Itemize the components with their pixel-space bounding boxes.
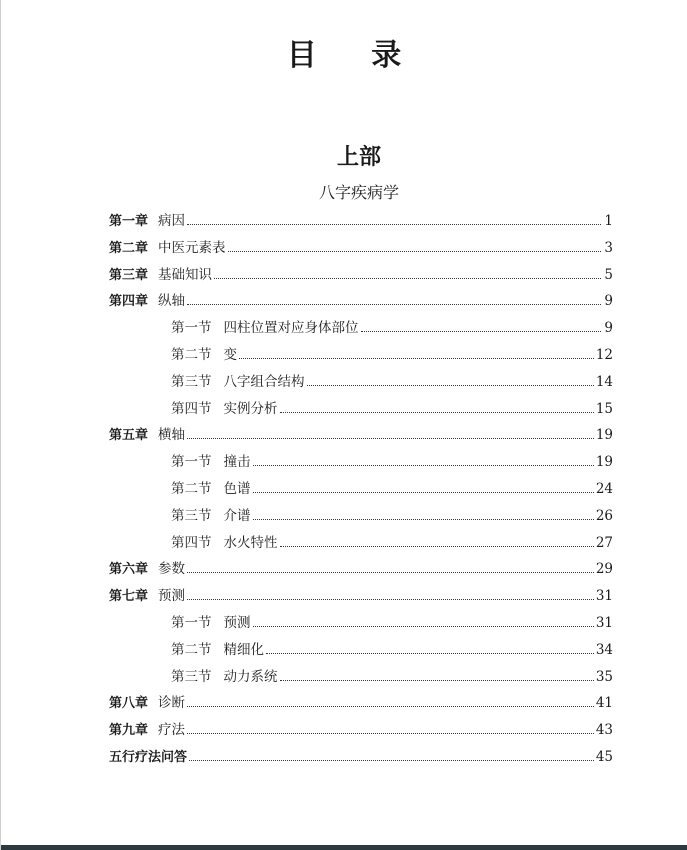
toc-section-number: 第三节 xyxy=(171,373,212,390)
toc-chapter-number: 第五章 xyxy=(109,428,149,444)
toc-page-number: 15 xyxy=(595,400,613,417)
toc-entry-title: 横轴 xyxy=(158,427,186,444)
toc-chapter-entry xyxy=(109,744,613,771)
toc-section-number: 第二节 xyxy=(171,480,212,497)
toc-page-number: 12 xyxy=(595,346,613,363)
toc-page-number: 14 xyxy=(595,373,613,390)
toc-entry-title: 诊断 xyxy=(158,695,186,712)
toc-section-entry xyxy=(109,369,613,396)
toc-section-entry xyxy=(109,503,613,530)
toc-page-number: 26 xyxy=(595,507,613,524)
toc-chapter-entry xyxy=(109,262,613,289)
toc-page-number: 9 xyxy=(604,320,613,337)
toc-chapter-number: 第三章 xyxy=(109,267,149,283)
toc-chapter-entry xyxy=(109,583,613,610)
toc-page-number: 27 xyxy=(595,534,613,551)
page-title: 目 录 xyxy=(286,38,424,73)
toc-dot-leader xyxy=(187,733,594,734)
toc-page-number: 1 xyxy=(604,213,613,229)
toc-entry-title: 参数 xyxy=(158,561,186,578)
toc-section-number: 第三节 xyxy=(171,668,212,685)
toc-section-entry xyxy=(109,396,613,423)
toc-section-number: 第四节 xyxy=(171,400,212,417)
toc-page-number: 5 xyxy=(604,266,613,283)
toc-section-entry xyxy=(109,637,613,664)
toc-entry-title: 五行疗法问答 xyxy=(109,749,188,765)
toc-entry-title: 精细化 xyxy=(223,641,264,658)
toc-entry-title: 预测 xyxy=(158,588,186,605)
toc-dot-leader xyxy=(307,385,594,386)
toc-dot-leader xyxy=(228,251,601,252)
toc-dot-leader xyxy=(187,706,594,707)
toc-chapter-number: 第六章 xyxy=(109,562,149,578)
toc-section-entry xyxy=(109,530,613,557)
toc-entry-title: 动力系统 xyxy=(223,668,278,685)
toc-dot-leader xyxy=(187,438,594,439)
toc-page-number: 35 xyxy=(595,668,613,685)
toc-dot-leader xyxy=(253,465,594,466)
toc-section-entry xyxy=(109,664,613,691)
toc-page-number: 24 xyxy=(595,480,613,497)
toc-entry-title: 介谱 xyxy=(223,507,251,524)
toc-dot-leader xyxy=(214,278,601,279)
toc-chapter-number: 第八章 xyxy=(109,696,149,712)
toc-entry-title: 实例分析 xyxy=(223,400,278,417)
toc-page-number: 43 xyxy=(595,722,613,739)
toc-section-entry xyxy=(109,476,613,503)
toc-chapter-entry xyxy=(109,556,613,583)
toc-dot-leader xyxy=(280,680,594,681)
toc-dot-leader xyxy=(266,653,594,654)
toc-entry-title: 八字组合结构 xyxy=(223,373,305,390)
toc-section-number: 第二节 xyxy=(171,641,212,658)
toc-entry-title: 中医元素表 xyxy=(158,239,226,256)
toc-section-number: 第一节 xyxy=(171,454,212,471)
toc-entry-title: 疗法 xyxy=(158,722,186,739)
toc-dot-leader xyxy=(187,304,601,305)
toc-page-number: 9 xyxy=(604,293,613,310)
toc-entry-title: 四柱位置对应身体部位 xyxy=(223,320,359,337)
toc-page-number: 31 xyxy=(595,614,613,631)
toc-dot-leader xyxy=(253,492,594,493)
toc-page-number: 31 xyxy=(595,588,613,605)
toc-dot-leader xyxy=(253,626,594,627)
toc-entry-title: 预测 xyxy=(223,614,251,631)
toc-section-number: 第一节 xyxy=(171,320,212,337)
toc-dot-leader xyxy=(187,572,594,573)
toc-entry-title: 基础知识 xyxy=(158,266,213,283)
toc-section-entry xyxy=(109,342,613,369)
toc-dot-leader xyxy=(189,760,594,761)
table-of-contents xyxy=(109,208,613,771)
toc-section-number: 第四节 xyxy=(171,534,212,551)
toc-chapter-number: 第二章 xyxy=(109,240,149,256)
toc-dot-leader xyxy=(187,224,601,225)
toc-entry-title: 色谱 xyxy=(223,480,251,497)
toc-page-number: 19 xyxy=(595,454,613,471)
toc-page-number: 41 xyxy=(595,695,613,712)
part-subtitle: 八字疾病学 xyxy=(318,183,399,202)
toc-entry-title: 纵轴 xyxy=(158,293,186,310)
toc-entry-title: 变 xyxy=(223,346,237,363)
toc-chapter-entry xyxy=(109,717,613,744)
toc-page-number: 29 xyxy=(595,561,613,578)
toc-entry-title: 水火特性 xyxy=(223,534,278,551)
toc-page-number: 34 xyxy=(595,641,613,658)
toc-dot-leader xyxy=(280,412,594,413)
toc-entry-title: 病因 xyxy=(158,213,186,229)
toc-section-number: 第三节 xyxy=(171,507,212,524)
toc-dot-leader xyxy=(239,358,594,359)
part-title: 上部 xyxy=(336,145,381,170)
toc-dot-leader xyxy=(253,519,594,520)
toc-dot-leader xyxy=(280,546,594,547)
toc-chapter-entry xyxy=(109,690,613,717)
toc-dot-leader xyxy=(187,599,594,600)
toc-chapter-entry xyxy=(109,288,613,315)
toc-page-number: 3 xyxy=(604,239,613,256)
toc-dot-leader xyxy=(361,331,602,332)
viewer-bottom-bar xyxy=(1,845,687,850)
toc-section-number: 第一节 xyxy=(171,614,212,631)
toc-chapter-number: 第九章 xyxy=(109,723,149,739)
toc-page-number: 45 xyxy=(595,748,613,765)
toc-page-number: 19 xyxy=(595,427,613,444)
toc-chapter-number: 第一章 xyxy=(109,214,149,229)
toc-chapter-number: 第四章 xyxy=(109,294,149,310)
toc-section-entry xyxy=(109,315,613,342)
toc-section-entry xyxy=(109,610,613,637)
toc-entry-title: 撞击 xyxy=(223,454,251,471)
toc-chapter-entry xyxy=(109,422,613,449)
toc-chapter-number: 第七章 xyxy=(109,589,149,605)
toc-chapter-entry xyxy=(109,235,613,262)
toc-section-number: 第二节 xyxy=(171,346,212,363)
toc-section-entry xyxy=(109,449,613,476)
toc-chapter-entry xyxy=(109,208,613,235)
